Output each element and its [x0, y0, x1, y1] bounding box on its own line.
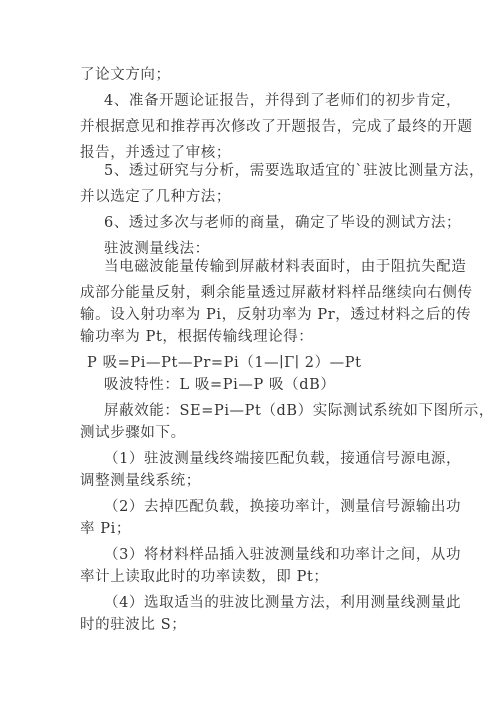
formula-line: 吸波特性：L 吸=Pi—P 吸（dB）	[104, 377, 336, 393]
text-line: 调整测量线系统；	[80, 473, 201, 489]
section-heading: 驻波测量线法：	[104, 241, 210, 257]
text-line: 报告，并透过了审核；	[80, 145, 231, 161]
step-line: （2）去掉匹配负载，换接功率计，测量信号源输出功	[104, 499, 462, 515]
text-line: 并以选定了几种方法；	[80, 189, 231, 205]
text-line: 率 Pi；	[80, 521, 132, 537]
text-line: 当电磁波能量传输到屏蔽材料表面时，由于阻抗失配造	[104, 259, 467, 275]
text-line: 成部分能量反射，剩余能量透过屏蔽材料样品继续向右侧传	[80, 285, 473, 301]
step-line: （3）将材料样品插入驻波测量线和功率计之间，从功	[104, 547, 462, 563]
formula-line: P 吸=Pi—Pt—Pr=Pi（1—∣Γ∣ 2）—Pt	[87, 355, 362, 371]
step-line: （1）驻波测量线终端接匹配负载，接通信号源电源，	[104, 451, 462, 467]
text-line: 输。设入射功率为 Pi，反射功率为 Pr，透过材料之后的传	[80, 307, 472, 323]
step-line: （4）选取适当的驻波比测量方法，利用测量线测量此	[104, 595, 462, 611]
text-line: 屏蔽效能：SE=Pi—Pt（dB）实际测试系统如下图所示，	[104, 403, 494, 419]
text-line: 并根据意见和推荐再次修改了开题报告，完成了最终的开题	[80, 119, 473, 135]
text-line: 4、准备开题论证报告，并得到了老师们的初步肯定，	[104, 93, 462, 109]
text-line: 时的驻波比 S；	[80, 617, 187, 633]
text-line: 了论文方向；	[80, 67, 171, 83]
text-line: 率计上读取此时的功率读数，即 Pt；	[80, 569, 329, 585]
text-line: 5、透过研究与分析，需要选取适宜的`驻波比测量方法，	[104, 163, 485, 179]
text-line: 测试步骤如下。	[80, 425, 186, 441]
text-line: 6、透过多次与老师的商量，确定了毕设的测试方法；	[104, 215, 462, 231]
text-line: 输功率为 Pt，根据传输线理论得：	[80, 329, 314, 345]
